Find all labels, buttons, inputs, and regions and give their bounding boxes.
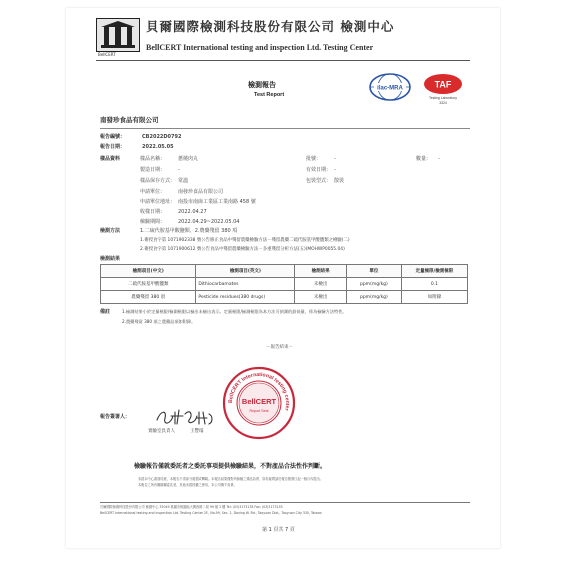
svg-text:Testing Laboratory: Testing Laboratory xyxy=(429,96,457,100)
svg-text:Report Seal: Report Seal xyxy=(249,409,269,413)
remark-line-2: 2.農藥殘留 380 項之農藥品項如附錄。 xyxy=(122,319,196,324)
report-title-cn: 檢測報告 xyxy=(248,81,276,89)
taf-mark-icon xyxy=(422,72,464,106)
footer-note-2: 本報告之所有權歸屬委託者，其他未經授權之使用，本公司概不負責。 xyxy=(138,483,237,487)
exp-label: 有效日期： xyxy=(306,167,332,173)
header-divider xyxy=(96,60,470,61)
report-no: CB2022D0792 xyxy=(142,134,182,140)
result-table xyxy=(100,264,468,304)
svg-text:TAF: TAF xyxy=(434,79,452,90)
svg-text:BellCERT International testing: BellCERT International testing center xyxy=(227,371,291,412)
page-number: 第 1 頁共 7 頁 xyxy=(262,527,295,533)
period-value: 2022.04.29~2022.05.04 xyxy=(178,219,240,225)
mfg-value: - xyxy=(178,167,180,173)
sample-name-label: 樣品名稱： xyxy=(140,156,166,162)
mfg-label: 製造日期： xyxy=(140,167,166,173)
signer-title: 實驗室負責人 xyxy=(148,429,175,434)
remark-line-1: 1.檢測結果小於定量極限/檢測極限以檢出未檢出表示。定量極限/檢測極限為本方法可偵測的最低量，係為檢驗方法特性。 xyxy=(122,309,347,314)
client-name: 南發珍食品有限公司 xyxy=(100,116,159,124)
svg-text:BellCERT: BellCERT xyxy=(241,397,277,406)
table-row xyxy=(101,291,468,304)
storage-label: 樣品保存方式： xyxy=(140,178,176,184)
footer-disclaimer: 檢驗報告僅就委託者之委託事項提供檢驗結果，不對產品合法性作判斷。 xyxy=(134,463,327,470)
svg-text:ilac-MRA: ilac-MRA xyxy=(377,85,403,92)
footer-address-cn: 貝爾國際檢測科技股份有限公司 檢測中心 33049 桃園市桃園區大興西路二段 99 號 2 樓 Tel: (03)3173178 Fax: (03)3173155 xyxy=(100,505,283,509)
sample-info-label: 樣品資料 xyxy=(100,156,121,162)
receive-label: 收樣日期： xyxy=(140,209,166,215)
period-label: 檢驗期間： xyxy=(140,219,166,225)
logo-caption: BellCERT xyxy=(98,52,116,57)
table-cell: 0.1 xyxy=(401,278,467,291)
ilac-mra-logo xyxy=(368,72,412,102)
table-cell: 未檢出 xyxy=(295,278,346,291)
company-name-en: BellCERT International testing and inspection Ltd. Testing Center xyxy=(146,43,374,52)
table-cell: 未檢出 xyxy=(295,291,346,304)
sample-name: 蔥燒肉丸 xyxy=(178,156,199,162)
applicant-label: 申請單位： xyxy=(140,189,166,195)
report-title-en: Test Report xyxy=(254,92,285,98)
storage-value: 常溫 xyxy=(178,178,189,184)
report-page xyxy=(66,8,500,548)
package-label: 包裝型式： xyxy=(306,178,332,184)
report-no-label: 報告編號： xyxy=(100,134,126,140)
method-line-2: 1.衛授食字第 1071902338 號公告修正食品中殘留農藥檢驗方法－殘留農藥二硫代胺基甲酸鹽類之檢驗(二) xyxy=(140,238,350,243)
col-header: 檢測項目(英文) xyxy=(196,265,295,278)
footer-address-en: BellCERT International testing and inspection Ltd. Testing Center 2F., No.99, Sec. 2, Daxing W. Rd., Taoyuan Dist., Taoyuan City 330, Taiwan xyxy=(100,511,322,515)
table-cell: 農藥殘留 380 項 xyxy=(101,291,196,304)
remark-label: 備註 xyxy=(100,309,111,315)
date-label: 報告日期： xyxy=(100,144,126,150)
report-seal xyxy=(222,366,296,440)
applicant-value: 南發珍食品有限公司 xyxy=(178,189,224,195)
receive-value: 2022.04.27 xyxy=(178,209,207,215)
footer-divider xyxy=(100,502,470,503)
package-value: 散裝 xyxy=(334,178,345,184)
address-value: 南投市南崗工業區工業南路 458 號 xyxy=(178,199,256,205)
company-logo xyxy=(96,18,140,52)
table-cell: ppm(mg/kg) xyxy=(346,278,401,291)
method-label: 檢測方法 xyxy=(100,228,121,234)
divider xyxy=(100,128,470,129)
result-label: 檢測結果 xyxy=(100,256,121,262)
handwritten-signature-icon xyxy=(153,406,217,428)
method-line-3: 2.衛授食字第 1071900612 號公告食品中殘留農藥檢驗方法－多重殘留分析方法(五)(MOHWP0055.04) xyxy=(140,247,345,252)
table-cell: Dithiocarbamates xyxy=(196,278,295,291)
table-cell: 如附錄 xyxy=(401,291,467,304)
table-cell: 二硫代胺基甲酸鹽類 xyxy=(101,278,196,291)
qty-label: 數量： xyxy=(416,156,432,162)
signer-name: 王豐璿 xyxy=(190,429,204,434)
taf-logo xyxy=(422,72,464,106)
signer-label: 報告簽署人： xyxy=(100,414,131,420)
company-name-cn: 貝爾國際檢測科技股份有限公司 檢測中心 xyxy=(146,19,395,34)
table-cell: ppm(mg/kg) xyxy=(346,291,401,304)
pillars-icon xyxy=(97,19,139,51)
seal-stamp-icon xyxy=(222,366,296,440)
footer-note-1: 未經本中心書面同意，本報告不得部分複製或轉載。本報告結果僅對所檢驗之樣品負責，如有疑問請於報告簽發日起一個月內提出。 xyxy=(138,477,323,481)
table-row xyxy=(101,278,468,291)
batch-value: - xyxy=(334,156,336,162)
table-cell: Pesticide residues(380 drugs) xyxy=(196,291,295,304)
col-header: 定量極限/檢測極限 xyxy=(401,265,467,278)
table-header-row xyxy=(101,265,468,278)
report-date: 2022.05.05 xyxy=(142,144,174,150)
qty-value: - xyxy=(438,156,440,162)
col-header: 檢測項目(中文) xyxy=(101,265,196,278)
report-end: －報告結束－ xyxy=(266,345,293,350)
exp-value: - xyxy=(334,167,336,173)
col-header: 檢測結果 xyxy=(295,265,346,278)
col-header: 單位 xyxy=(346,265,401,278)
method-line-1: 1.二硫代胺基甲酸鹽類、2.農藥殘留 380 項 xyxy=(140,228,238,234)
ilac-globe-icon xyxy=(368,72,412,102)
batch-label: 批號： xyxy=(306,156,322,162)
svg-text:3324: 3324 xyxy=(439,101,447,105)
address-label: 申請單位地址： xyxy=(140,199,176,205)
